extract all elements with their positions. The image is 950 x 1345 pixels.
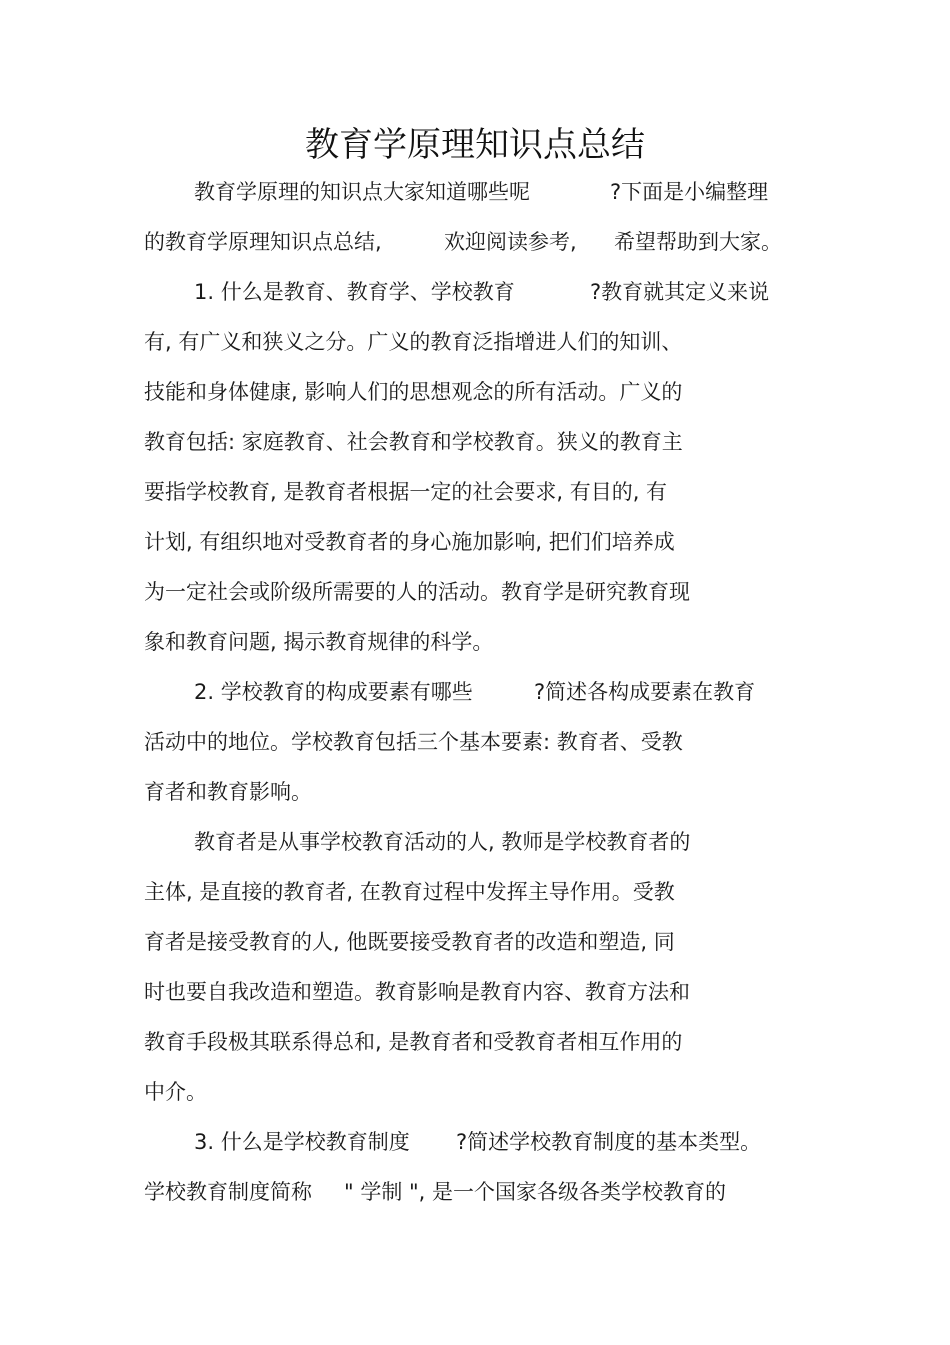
paragraph-line: [0, 277, 950, 307]
text-segment: 的教育学原理知识点总结,: [144, 230, 382, 254]
text-segment: ?简述学校教育制度的基本类型。: [456, 1130, 762, 1154]
paragraph-line: 要指学校教育, 是教育者根据一定的社会要求, 有目的, 有: [144, 480, 668, 504]
paragraph-line: 技能和身体健康, 影响人们的思想观念的所有活动。广义的: [144, 380, 683, 404]
paragraph-line: 有, 有广义和狭义之分。广义的教育泛指增进人们的知训、: [144, 330, 683, 354]
paragraph-line: 计划, 有组织地对受教育者的身心施加影响, 把们们培养成: [144, 530, 675, 554]
paragraph-line: [0, 1127, 950, 1157]
text-segment: 1. 什么是教育、教育学、学校教育: [194, 280, 515, 304]
paragraph-line: 教育手段极其联系得总和, 是教育者和受教育者相互作用的: [144, 1030, 683, 1054]
text-segment: ?下面是小编整理: [610, 180, 769, 204]
text-segment: " 学制 ", 是一个国家各级各类学校教育的: [344, 1180, 727, 1204]
paragraph-line: [0, 177, 950, 207]
paragraph-line: [0, 1177, 950, 1207]
text-segment: 欢迎阅读参考,: [444, 230, 577, 254]
text-segment: 希望帮助到大家。: [614, 230, 782, 254]
paragraph-line: [0, 227, 950, 257]
paragraph-line: 为一定社会或阶级所需要的人的活动。教育学是研究教育现: [144, 580, 690, 604]
text-segment: ?教育就其定义来说: [590, 280, 770, 304]
text-segment: 2. 学校教育的构成要素有哪些: [194, 680, 473, 704]
paragraph-line: 时也要自我改造和塑造。教育影响是教育内容、教育方法和: [144, 980, 690, 1004]
paragraph-line: 教育者是从事学校教育活动的人, 教师是学校教育者的: [194, 830, 691, 854]
paragraph-line: 育者和教育影响。: [144, 780, 312, 804]
text-segment: 学校教育制度简称: [144, 1180, 312, 1204]
paragraph-line: 活动中的地位。学校教育包括三个基本要素: 教育者、受教: [144, 730, 683, 754]
paragraph-line: [0, 677, 950, 707]
paragraph-line: 育者是接受教育的人, 他既要接受教育者的改造和塑造, 同: [144, 930, 675, 954]
text-segment: 教育学原理的知识点大家知道哪些呢: [194, 180, 530, 204]
paragraph-line: 教育包括: 家庭教育、社会教育和学校教育。狭义的教育主: [144, 430, 683, 454]
text-segment: ?简述各构成要素在教育: [534, 680, 756, 704]
document-title: 教育学原理知识点总结: [305, 125, 645, 165]
paragraph-line: 中介。: [144, 1080, 207, 1104]
paragraph-line: 主体, 是直接的教育者, 在教育过程中发挥主导作用。受教: [144, 880, 675, 904]
text-segment: 3. 什么是学校教育制度: [194, 1130, 410, 1154]
paragraph-line: 象和教育问题, 揭示教育规律的科学。: [144, 630, 494, 654]
